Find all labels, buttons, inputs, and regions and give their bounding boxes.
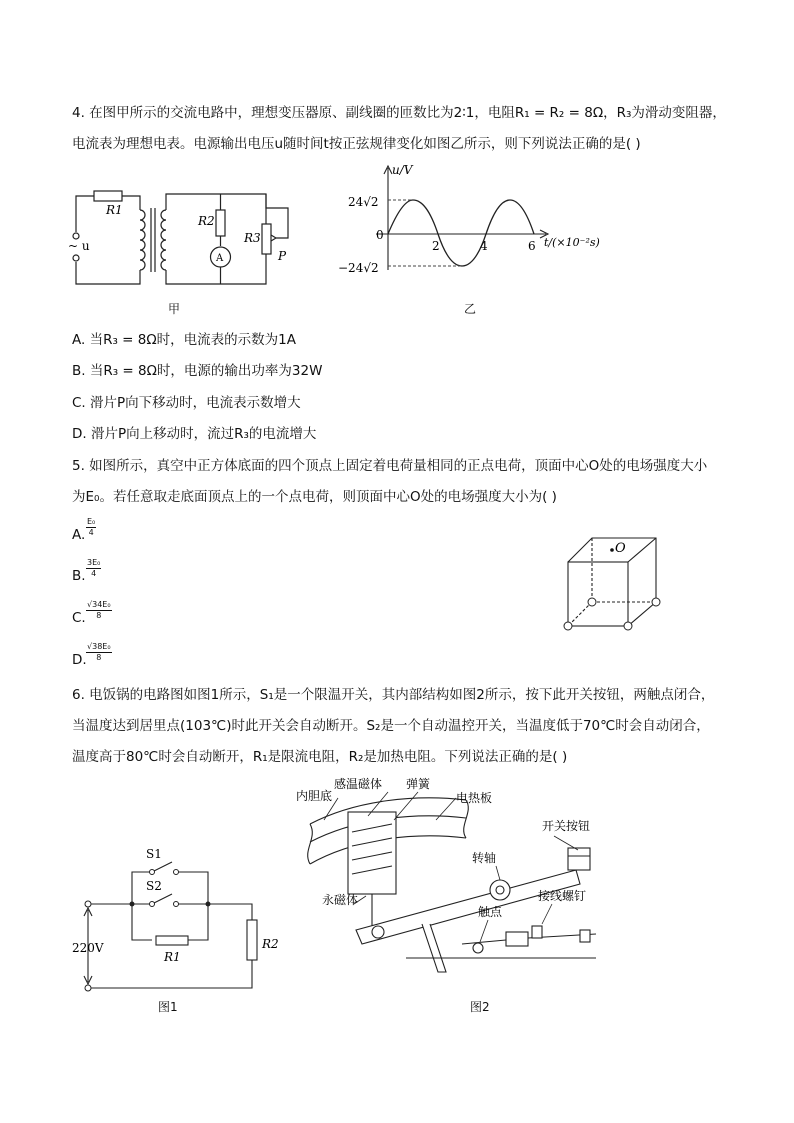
q4-figure-a-circuit <box>66 180 306 292</box>
label-s1: S1 <box>146 847 162 861</box>
charge-2 <box>624 622 632 630</box>
q5-option-a-num: E₀ <box>87 517 96 526</box>
q4-stem-line1: 4. 在图甲所示的交流电路中，理想变压器原、副线圈的匝数比为2∶1，电阻R₁ = R₂ = 8Ω，R₃为滑动变阻器， <box>72 105 726 121</box>
q4-figure-b-graph <box>336 160 626 278</box>
label-r2: R2 <box>262 937 279 951</box>
q5-option-b-prefix: B. <box>72 568 86 584</box>
q5-cube-figure <box>560 530 670 640</box>
graph-xlabel: t/(×10⁻²s) <box>544 236 600 249</box>
label-thermo-magnet: 感温磁体 <box>334 777 383 791</box>
charge-4 <box>588 598 596 606</box>
q6-stem-line3: 温度高于80℃时会自动断开，R₁是限流电阻，R₂是加热电阻。下列说法正确的是( ) <box>72 749 568 765</box>
label-terminal-screw: 接线螺钉 <box>538 889 587 903</box>
label-220v: 220V <box>72 941 104 955</box>
q5-option-d-fraction <box>86 642 112 663</box>
q5-option-d-num: √38E₀ <box>87 642 111 651</box>
label-slider-p: P <box>278 249 287 263</box>
label-ammeter: A <box>216 253 224 264</box>
q6-figure1-caption: 图1 <box>158 1000 178 1014</box>
q5-option-c-num: √34E₀ <box>87 600 111 609</box>
resistor-r3 <box>262 224 271 254</box>
charge-1 <box>564 622 572 630</box>
q4-option-c: C. 滑片P向下移动时，电流表示数增大 <box>72 395 301 411</box>
charge-3 <box>652 598 660 606</box>
graph-x6: 6 <box>528 239 536 253</box>
q6-figure1-circuit <box>72 840 292 1000</box>
q4-stem-line2: 电流表为理想电表。电源输出电压u随时间t按正弦规律变化如图乙所示，则下列说法正确的是( ) <box>72 136 641 152</box>
graph-origin: 0 <box>376 228 384 242</box>
q5-option-b-den: 4 <box>91 569 97 578</box>
q5-option-d-den: 8 <box>96 653 102 662</box>
graph-ytop: 24√2 <box>348 195 379 209</box>
q5-option-a-prefix: A. <box>72 527 86 543</box>
q5-option-a-den: 4 <box>88 528 94 537</box>
q6-figure2-caption: 图2 <box>470 1000 490 1014</box>
q6-stem-line2: 当温度达到居里点(103℃)时此开关会自动断开。S₂是一个自动温控开关，当温度低于70℃时会自动闭合， <box>72 718 710 734</box>
q4-figure-a-caption: 甲 <box>168 302 181 316</box>
q5-option-c-fraction <box>86 600 112 621</box>
resistor-r2 <box>216 210 225 236</box>
label-switch-button: 开关按钮 <box>542 819 591 833</box>
q4-option-d: D. 滑片P向上移动时，流过R₃的电流增大 <box>72 426 317 442</box>
q5-stem-line2: 为E₀。若任意取走底面顶点上的一个点电荷，则顶面中心O处的电场强度大小为( ) <box>72 489 557 505</box>
q5-option-c-den: 8 <box>96 611 102 620</box>
q6-stem-line1: 6. 电饭锅的电路图如图1所示，S₁是一个限温开关，其内部结构如图2所示，按下此开关按钮，两触点闭合， <box>72 687 715 703</box>
label-r2: R2 <box>198 214 215 228</box>
q5-option-c-prefix: C. <box>72 610 86 626</box>
label-spring: 弹簧 <box>406 777 431 791</box>
label-heater-plate: 电热板 <box>456 791 493 805</box>
q4-figure-b-caption: 乙 <box>464 302 477 316</box>
graph-x2: 2 <box>432 239 440 253</box>
graph-ylabel: u/V <box>392 163 413 177</box>
graph-ybottom: −24√2 <box>338 261 379 275</box>
resistor-r1 <box>94 191 122 201</box>
q5-option-b-fraction <box>86 558 101 579</box>
graph-x4: 4 <box>480 239 488 253</box>
label-r1: R1 <box>164 950 181 964</box>
label-s2: S2 <box>146 879 162 893</box>
cube-label-o: O <box>615 541 626 556</box>
q5-option-a-fraction <box>86 517 96 538</box>
q5-stem-line1: 5. 如图所示，真空中正方体底面的四个顶点上固定着电荷量相同的正点电荷，顶面中心O处的电场强度大小 <box>72 458 708 474</box>
label-permanent-magnet: 永磁体 <box>322 893 359 907</box>
label-inner-bottom: 内胆底 <box>296 789 333 803</box>
label-pivot: 转轴 <box>472 851 497 865</box>
label-r3: R3 <box>244 231 261 245</box>
label-contact: 触点 <box>478 905 503 919</box>
q4-option-b: B. 当R₃ = 8Ω时，电源的输出功率为32W <box>72 363 323 379</box>
label-r1: R1 <box>106 203 123 217</box>
q6-figure2-structure <box>296 772 616 994</box>
q4-option-a: A. 当R₃ = 8Ω时，电流表的示数为1A <box>72 332 296 348</box>
center-point-o <box>610 548 614 552</box>
q5-option-d-prefix: D. <box>72 652 87 668</box>
label-source: ~ u <box>68 239 90 253</box>
q5-option-b-num: 3E₀ <box>87 558 101 567</box>
